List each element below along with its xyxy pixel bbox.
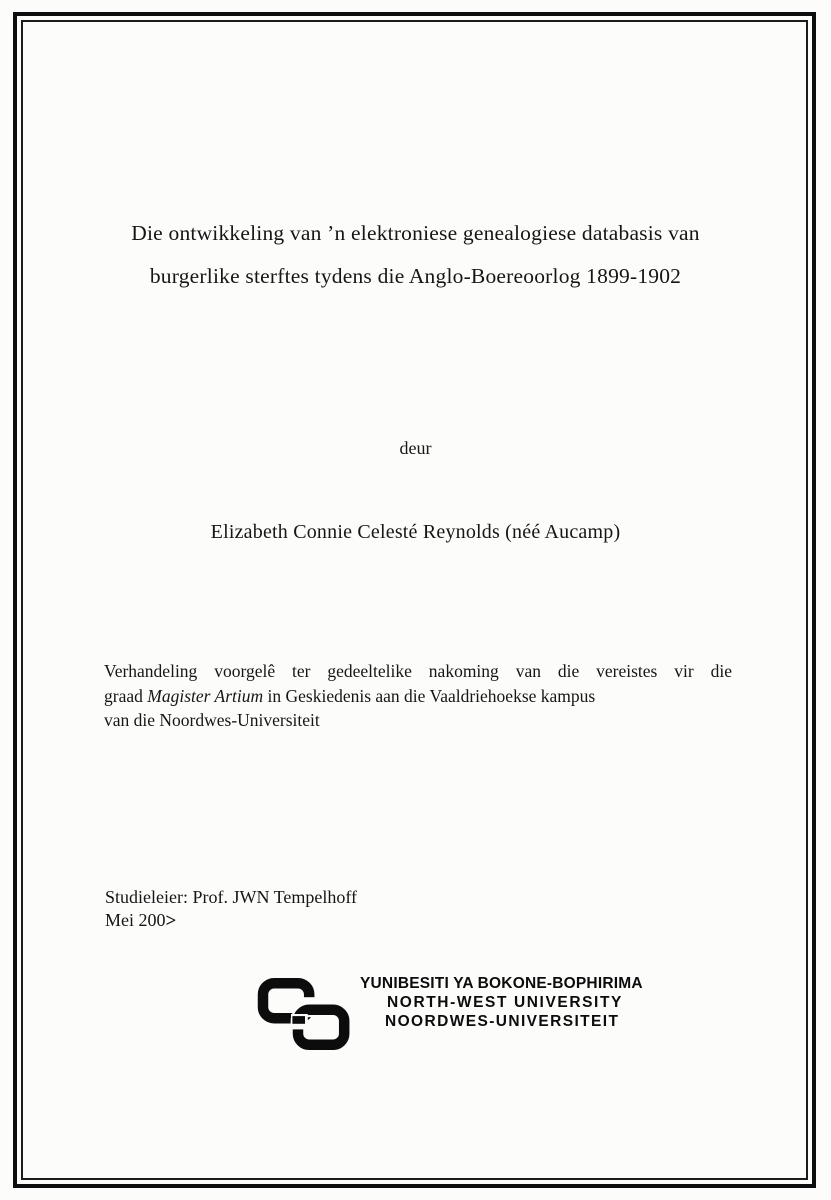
date-line [105, 910, 175, 932]
thesis-title-line1: Die ontwikkeling van ’n elektroniese genealogiese databasis van [131, 221, 700, 245]
submission-line2 [104, 684, 732, 709]
submission-line1: Verhandeling voorgelê ter gedeeltelike nakoming van die vereistes vir die [104, 661, 732, 681]
nwu-logo-text [360, 974, 643, 1031]
degree-name: Magister Artium [147, 685, 264, 706]
submission-line2-prefix: graad [104, 685, 148, 706]
nwu-logo [256, 968, 643, 1060]
thesis-title-line2: burgerlike sterftes tydens die Anglo-Boereoorlog 1899-1902 [149, 264, 682, 288]
thesis-title [0, 212, 831, 298]
date-final-digit-glyph: > [165, 910, 176, 932]
supervisor-line: Studieleier: Prof. JWN Tempelhoff [105, 887, 358, 907]
date-text: Mei 200 [105, 910, 166, 930]
submission-line3: van die Noordwes-Universiteit [104, 710, 320, 730]
submission-line2-suffix: in Geskiedenis aan die Vaaldriehoekse kampus [263, 685, 596, 706]
nwu-logo-line2: NORTH-WEST UNIVERSITY [387, 994, 623, 1011]
author-name: Elizabeth Connie Celesté Reynolds (néé Aucamp) [210, 521, 621, 543]
byline-label: deur [399, 438, 432, 458]
submission-statement [104, 659, 732, 733]
nwu-logo-line3: NOORDWES-UNIVERSITEIT [385, 1013, 620, 1030]
nwu-logo-icon [256, 968, 354, 1060]
nwu-logo-line1: YUNIBESITI YA BOKONE-BOPHIRIMA [360, 975, 643, 992]
